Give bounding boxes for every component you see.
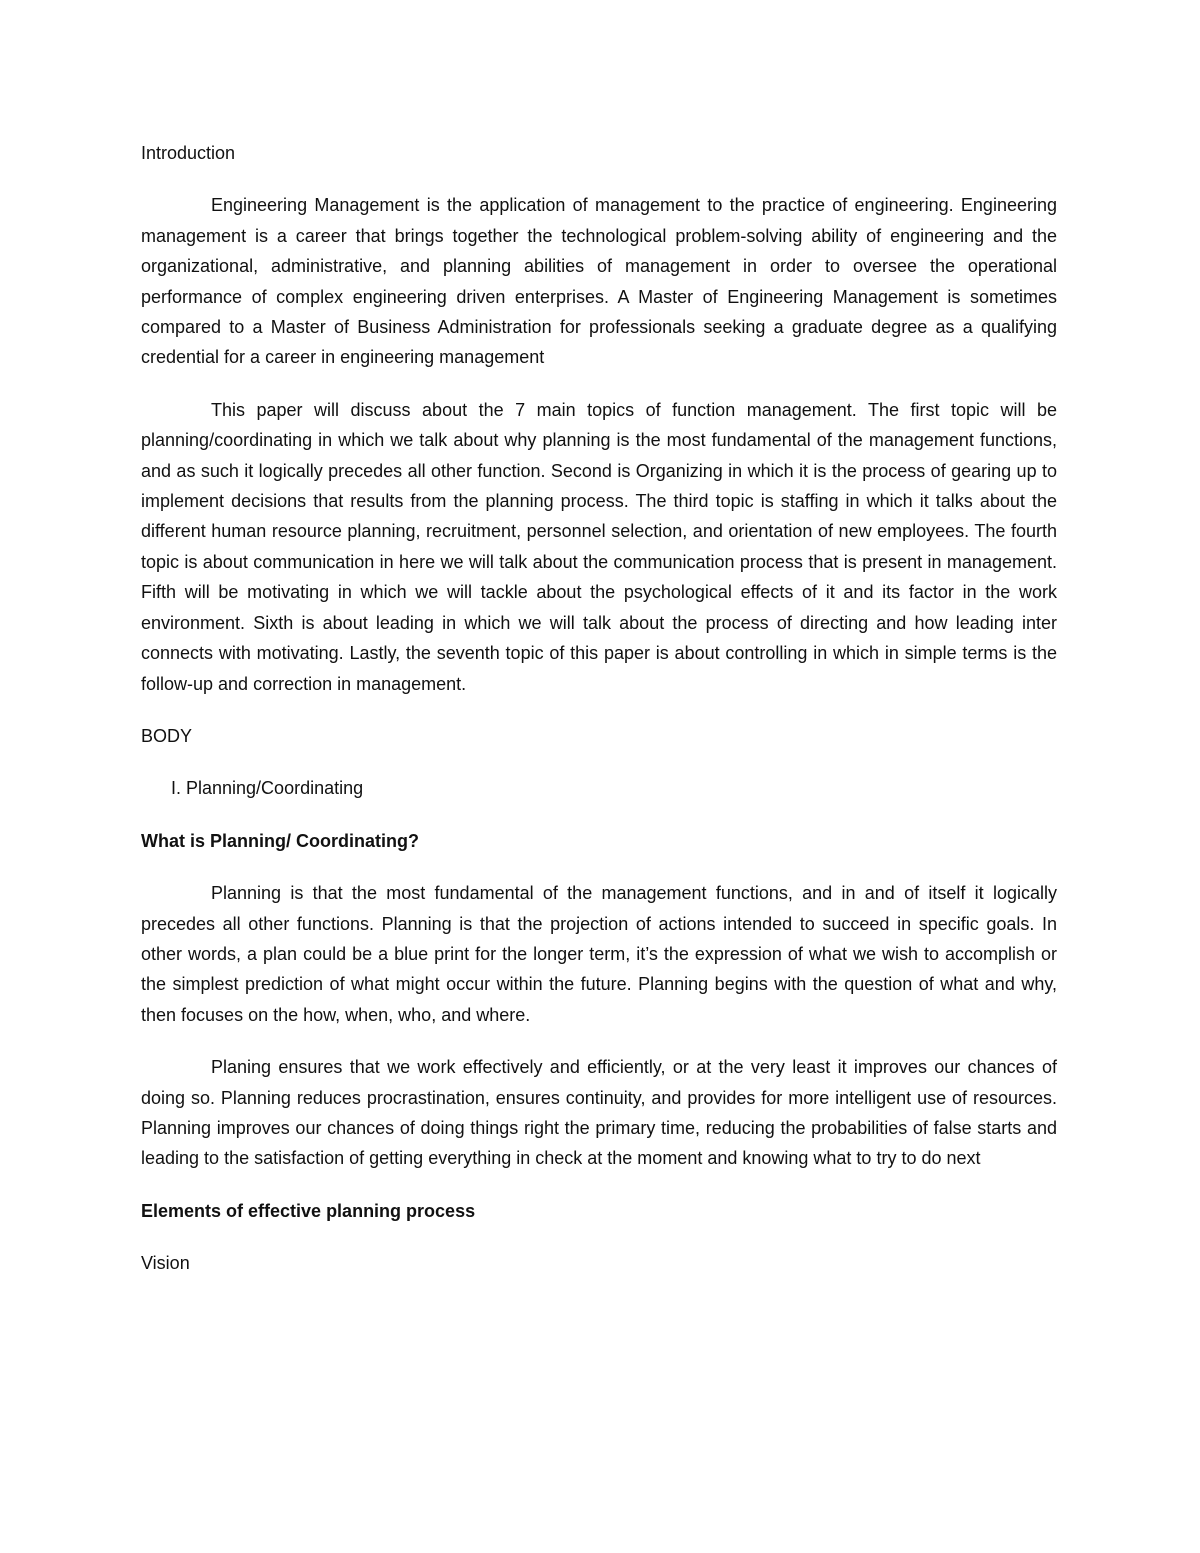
what-is-planning-heading: What is Planning/ Coordinating? xyxy=(141,830,419,851)
planning-definition-paragraph: Planning is that the most fundamental of the management functions, and in and of itself it logically precedes all other functions. Planning is that the projection of actions intended to succeed in specific goals. In other words, a plan could be a blue print for the longer term, it’s the expression of what we wish to accomplish or the simplest prediction of what might occur within the future. Planning begins with the question of what and why, then focuses on the how, when, who, and where. xyxy=(141,883,1057,1025)
vision-label: Vision xyxy=(141,1253,190,1274)
body-heading: BODY xyxy=(141,725,193,746)
topics-paragraph: This paper will discuss about the 7 main topics of function management. The first topic will be planning/coordinating in which we talk about why planning is the most fundamental of the management functions, and as such it logically precedes all other function. Second is Organizing in which it is the process of gearing up to implement decisions that results from the planning process. The third topic is staffing in which it talks about the different human resource planning, recruitment, personnel selection, and orientation of new employees. The fourth topic is about communication in here we will talk about the communication process that is present in management. Fifth will be motivating in which we will tackle about the psychological effects of it and its factor in the work environment. Sixth is about leading in which we will talk about the process of directing and how leading inter connects with motivating. Lastly, the seventh topic of this paper is about controlling in which in simple terms is the follow-up and correction in management. xyxy=(141,399,1057,694)
introduction-paragraph: Engineering Management is the application of management to the practice of engineering. Engineering management is a career that brings together the technological problem-solving ability of engineering and the organizational, administrative, and planning abilities of management in order to oversee the operational performance of complex engineering driven enterprises. A Master of Engineering Management is sometimes compared to a Master of Business Administration for professionals seeking a graduate degree as a qualifying credential for a career in engineering management xyxy=(141,195,1057,368)
planning-benefits-paragraph: Planing ensures that we work effectively and efficiently, or at the very least it improves our chances of doing so. Planning reduces procrastination, ensures continuity, and provides for more intelligent use of resources. Planning improves our chances of doing things right the primary time, reducing the probabilities of false starts and leading to the satisfaction of getting everything in check at the moment and knowing what to try to do next xyxy=(141,1057,1057,1169)
introduction-heading: Introduction xyxy=(141,143,236,163)
elements-heading: Elements of effective planning process xyxy=(141,1200,476,1221)
section-planning-coordinating: I. Planning/Coordinating xyxy=(171,778,364,799)
document-page xyxy=(141,138,1057,1301)
